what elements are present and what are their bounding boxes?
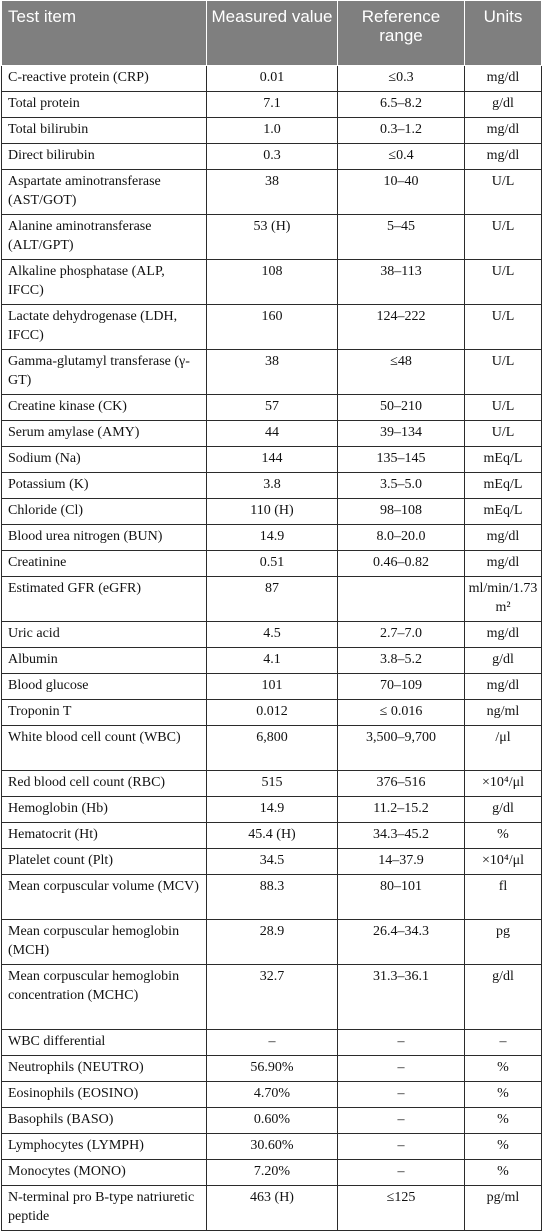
table-row bbox=[2, 525, 542, 551]
cell-units: % bbox=[465, 1108, 542, 1134]
cell-reference-range: 6.5–8.2 bbox=[338, 92, 465, 118]
table-row bbox=[2, 499, 542, 525]
cell-reference-range: 2.7–7.0 bbox=[338, 622, 465, 648]
cell-test-item: Mean corpuscular hemoglobin (MCH) bbox=[2, 920, 207, 965]
table-row bbox=[2, 395, 542, 421]
lab-results-table bbox=[1, 0, 542, 1231]
cell-measured-value: 3.8 bbox=[207, 473, 338, 499]
table-row bbox=[2, 1056, 542, 1082]
cell-reference-range: 11.2–15.2 bbox=[338, 797, 465, 823]
table-row bbox=[2, 1160, 542, 1186]
cell-units: U/L bbox=[465, 350, 542, 395]
cell-units: g/dl bbox=[465, 797, 542, 823]
cell-reference-range: 80–101 bbox=[338, 875, 465, 920]
table-row bbox=[2, 965, 542, 1030]
cell-measured-value: 144 bbox=[207, 447, 338, 473]
cell-units: mg/dl bbox=[465, 66, 542, 92]
cell-test-item: Red blood cell count (RBC) bbox=[2, 771, 207, 797]
table-row bbox=[2, 771, 542, 797]
cell-measured-value: 53 (H) bbox=[207, 215, 338, 260]
cell-measured-value: 7.20% bbox=[207, 1160, 338, 1186]
table-row bbox=[2, 1030, 542, 1056]
cell-measured-value: 4.5 bbox=[207, 622, 338, 648]
cell-reference-range: – bbox=[338, 1160, 465, 1186]
cell-units: mg/dl bbox=[465, 144, 542, 170]
table-row bbox=[2, 66, 542, 92]
cell-reference-range: ≤125 bbox=[338, 1186, 465, 1231]
cell-measured-value: 14.9 bbox=[207, 525, 338, 551]
cell-reference-range: – bbox=[338, 1082, 465, 1108]
cell-test-item: Direct bilirubin bbox=[2, 144, 207, 170]
cell-test-item: Alanine aminotransferase (ALT/GPT) bbox=[2, 215, 207, 260]
cell-test-item: Estimated GFR (eGFR) bbox=[2, 577, 207, 622]
table-row bbox=[2, 1134, 542, 1160]
cell-units: mg/dl bbox=[465, 525, 542, 551]
header-reference-range: Reference range bbox=[338, 1, 465, 66]
cell-test-item: Neutrophils (NEUTRO) bbox=[2, 1056, 207, 1082]
table-row bbox=[2, 118, 542, 144]
cell-test-item: Lymphocytes (LYMPH) bbox=[2, 1134, 207, 1160]
header-units: Units bbox=[465, 1, 542, 66]
cell-units: g/dl bbox=[465, 648, 542, 674]
cell-measured-value: 101 bbox=[207, 674, 338, 700]
table-body bbox=[2, 66, 542, 1231]
cell-units: % bbox=[465, 1056, 542, 1082]
cell-reference-range: 14–37.9 bbox=[338, 849, 465, 875]
table-row bbox=[2, 577, 542, 622]
cell-reference-range bbox=[338, 577, 465, 622]
cell-reference-range: 50–210 bbox=[338, 395, 465, 421]
cell-units: mg/dl bbox=[465, 118, 542, 144]
table-row bbox=[2, 875, 542, 920]
cell-units: U/L bbox=[465, 421, 542, 447]
cell-units: mg/dl bbox=[465, 551, 542, 577]
cell-test-item: Potassium (K) bbox=[2, 473, 207, 499]
cell-measured-value: 32.7 bbox=[207, 965, 338, 1030]
cell-measured-value: 0.01 bbox=[207, 66, 338, 92]
cell-test-item: Albumin bbox=[2, 648, 207, 674]
cell-reference-range: ≤ 0.016 bbox=[338, 700, 465, 726]
table-row bbox=[2, 1186, 542, 1231]
cell-reference-range: 3.8–5.2 bbox=[338, 648, 465, 674]
cell-measured-value: 0.012 bbox=[207, 700, 338, 726]
cell-test-item: Blood urea nitrogen (BUN) bbox=[2, 525, 207, 551]
cell-measured-value: 38 bbox=[207, 350, 338, 395]
cell-units: % bbox=[465, 1082, 542, 1108]
cell-units: U/L bbox=[465, 305, 542, 350]
cell-test-item: Sodium (Na) bbox=[2, 447, 207, 473]
cell-reference-range: – bbox=[338, 1108, 465, 1134]
table-row bbox=[2, 447, 542, 473]
table-row bbox=[2, 1082, 542, 1108]
table-row bbox=[2, 305, 542, 350]
cell-reference-range: 31.3–36.1 bbox=[338, 965, 465, 1030]
cell-measured-value: 0.3 bbox=[207, 144, 338, 170]
cell-measured-value: 515 bbox=[207, 771, 338, 797]
cell-test-item: WBC differential bbox=[2, 1030, 207, 1056]
header-row bbox=[2, 1, 542, 66]
cell-test-item: N-terminal pro B-type natriuretic peptide bbox=[2, 1186, 207, 1231]
cell-test-item: Mean corpuscular hemoglobin concentration (MCHC) bbox=[2, 965, 207, 1030]
cell-test-item: Basophils (BASO) bbox=[2, 1108, 207, 1134]
cell-units: fl bbox=[465, 875, 542, 920]
cell-measured-value: – bbox=[207, 1030, 338, 1056]
cell-test-item: Monocytes (MONO) bbox=[2, 1160, 207, 1186]
cell-test-item: Lactate dehydrogenase (LDH, IFCC) bbox=[2, 305, 207, 350]
table-row bbox=[2, 648, 542, 674]
cell-measured-value: 30.60% bbox=[207, 1134, 338, 1160]
cell-measured-value: 463 (H) bbox=[207, 1186, 338, 1231]
table-row bbox=[2, 823, 542, 849]
cell-test-item: Blood glucose bbox=[2, 674, 207, 700]
cell-reference-range: 5–45 bbox=[338, 215, 465, 260]
cell-measured-value: 87 bbox=[207, 577, 338, 622]
cell-test-item: Uric acid bbox=[2, 622, 207, 648]
cell-units: g/dl bbox=[465, 92, 542, 118]
cell-measured-value: 0.51 bbox=[207, 551, 338, 577]
cell-units: % bbox=[465, 823, 542, 849]
table-row bbox=[2, 797, 542, 823]
cell-units: U/L bbox=[465, 260, 542, 305]
cell-units: ng/ml bbox=[465, 700, 542, 726]
cell-test-item: Creatinine bbox=[2, 551, 207, 577]
cell-measured-value: 7.1 bbox=[207, 92, 338, 118]
cell-units: pg/ml bbox=[465, 1186, 542, 1231]
cell-reference-range: 70–109 bbox=[338, 674, 465, 700]
cell-units: pg bbox=[465, 920, 542, 965]
cell-test-item: Hemoglobin (Hb) bbox=[2, 797, 207, 823]
table-row bbox=[2, 551, 542, 577]
cell-measured-value: 6,800 bbox=[207, 726, 338, 771]
cell-reference-range: 0.46–0.82 bbox=[338, 551, 465, 577]
cell-reference-range: ≤0.3 bbox=[338, 66, 465, 92]
cell-units: – bbox=[465, 1030, 542, 1056]
cell-measured-value: 14.9 bbox=[207, 797, 338, 823]
cell-units: ml/min/1.73 m² bbox=[465, 577, 542, 622]
cell-reference-range: 0.3–1.2 bbox=[338, 118, 465, 144]
cell-measured-value: 28.9 bbox=[207, 920, 338, 965]
cell-measured-value: 57 bbox=[207, 395, 338, 421]
cell-reference-range: 8.0–20.0 bbox=[338, 525, 465, 551]
cell-test-item: Total protein bbox=[2, 92, 207, 118]
cell-test-item: Eosinophils (EOSINO) bbox=[2, 1082, 207, 1108]
cell-measured-value: 34.5 bbox=[207, 849, 338, 875]
cell-reference-range: 98–108 bbox=[338, 499, 465, 525]
cell-units: /μl bbox=[465, 726, 542, 771]
cell-test-item: Creatine kinase (CK) bbox=[2, 395, 207, 421]
table-row bbox=[2, 700, 542, 726]
cell-measured-value: 0.60% bbox=[207, 1108, 338, 1134]
cell-reference-range: 26.4–34.3 bbox=[338, 920, 465, 965]
table-row bbox=[2, 473, 542, 499]
cell-measured-value: 44 bbox=[207, 421, 338, 447]
table-row bbox=[2, 920, 542, 965]
cell-units: mg/dl bbox=[465, 674, 542, 700]
cell-reference-range: – bbox=[338, 1030, 465, 1056]
table-row bbox=[2, 674, 542, 700]
cell-reference-range: 34.3–45.2 bbox=[338, 823, 465, 849]
cell-reference-range: ≤0.4 bbox=[338, 144, 465, 170]
cell-units: mEq/L bbox=[465, 473, 542, 499]
cell-measured-value: 1.0 bbox=[207, 118, 338, 144]
table-row bbox=[2, 622, 542, 648]
cell-test-item: Gamma-glutamyl transferase (γ-GT) bbox=[2, 350, 207, 395]
table-row bbox=[2, 421, 542, 447]
cell-test-item: Aspartate aminotransferase (AST/GOT) bbox=[2, 170, 207, 215]
table-row bbox=[2, 170, 542, 215]
cell-measured-value: 45.4 (H) bbox=[207, 823, 338, 849]
cell-measured-value: 88.3 bbox=[207, 875, 338, 920]
cell-units: mEq/L bbox=[465, 447, 542, 473]
header-measured-value: Measured value bbox=[207, 1, 338, 66]
cell-units: U/L bbox=[465, 170, 542, 215]
cell-reference-range: 135–145 bbox=[338, 447, 465, 473]
cell-test-item: Alkaline phosphatase (ALP, IFCC) bbox=[2, 260, 207, 305]
cell-test-item: Serum amylase (AMY) bbox=[2, 421, 207, 447]
table-row bbox=[2, 1108, 542, 1134]
table-row bbox=[2, 260, 542, 305]
cell-test-item: Hematocrit (Ht) bbox=[2, 823, 207, 849]
cell-units: g/dl bbox=[465, 965, 542, 1030]
header-test-item: Test item bbox=[2, 1, 207, 66]
cell-units: mg/dl bbox=[465, 622, 542, 648]
cell-reference-range: 376–516 bbox=[338, 771, 465, 797]
cell-measured-value: 38 bbox=[207, 170, 338, 215]
cell-units: ×10⁴/μl bbox=[465, 771, 542, 797]
cell-reference-range: 3.5–5.0 bbox=[338, 473, 465, 499]
cell-reference-range: – bbox=[338, 1056, 465, 1082]
cell-measured-value: 4.1 bbox=[207, 648, 338, 674]
cell-reference-range: 38–113 bbox=[338, 260, 465, 305]
cell-units: % bbox=[465, 1160, 542, 1186]
cell-measured-value: 108 bbox=[207, 260, 338, 305]
cell-test-item: Mean corpuscular volume (MCV) bbox=[2, 875, 207, 920]
table-row bbox=[2, 726, 542, 771]
cell-measured-value: 56.90% bbox=[207, 1056, 338, 1082]
cell-test-item: Chloride (Cl) bbox=[2, 499, 207, 525]
table-header bbox=[2, 1, 542, 66]
cell-test-item: Platelet count (Plt) bbox=[2, 849, 207, 875]
cell-reference-range: 124–222 bbox=[338, 305, 465, 350]
cell-units: U/L bbox=[465, 395, 542, 421]
table-row bbox=[2, 92, 542, 118]
cell-reference-range: 39–134 bbox=[338, 421, 465, 447]
cell-test-item: C-reactive protein (CRP) bbox=[2, 66, 207, 92]
cell-reference-range: 10–40 bbox=[338, 170, 465, 215]
cell-units: mEq/L bbox=[465, 499, 542, 525]
table-row bbox=[2, 849, 542, 875]
table-row bbox=[2, 350, 542, 395]
cell-reference-range: ≤48 bbox=[338, 350, 465, 395]
cell-measured-value: 110 (H) bbox=[207, 499, 338, 525]
cell-units: ×10⁴/μl bbox=[465, 849, 542, 875]
cell-reference-range: 3,500–9,700 bbox=[338, 726, 465, 771]
cell-measured-value: 4.70% bbox=[207, 1082, 338, 1108]
table-row bbox=[2, 144, 542, 170]
cell-test-item: Troponin T bbox=[2, 700, 207, 726]
cell-reference-range: – bbox=[338, 1134, 465, 1160]
table-row bbox=[2, 215, 542, 260]
cell-test-item: Total bilirubin bbox=[2, 118, 207, 144]
cell-units: U/L bbox=[465, 215, 542, 260]
cell-test-item: White blood cell count (WBC) bbox=[2, 726, 207, 771]
cell-measured-value: 160 bbox=[207, 305, 338, 350]
cell-units: % bbox=[465, 1134, 542, 1160]
